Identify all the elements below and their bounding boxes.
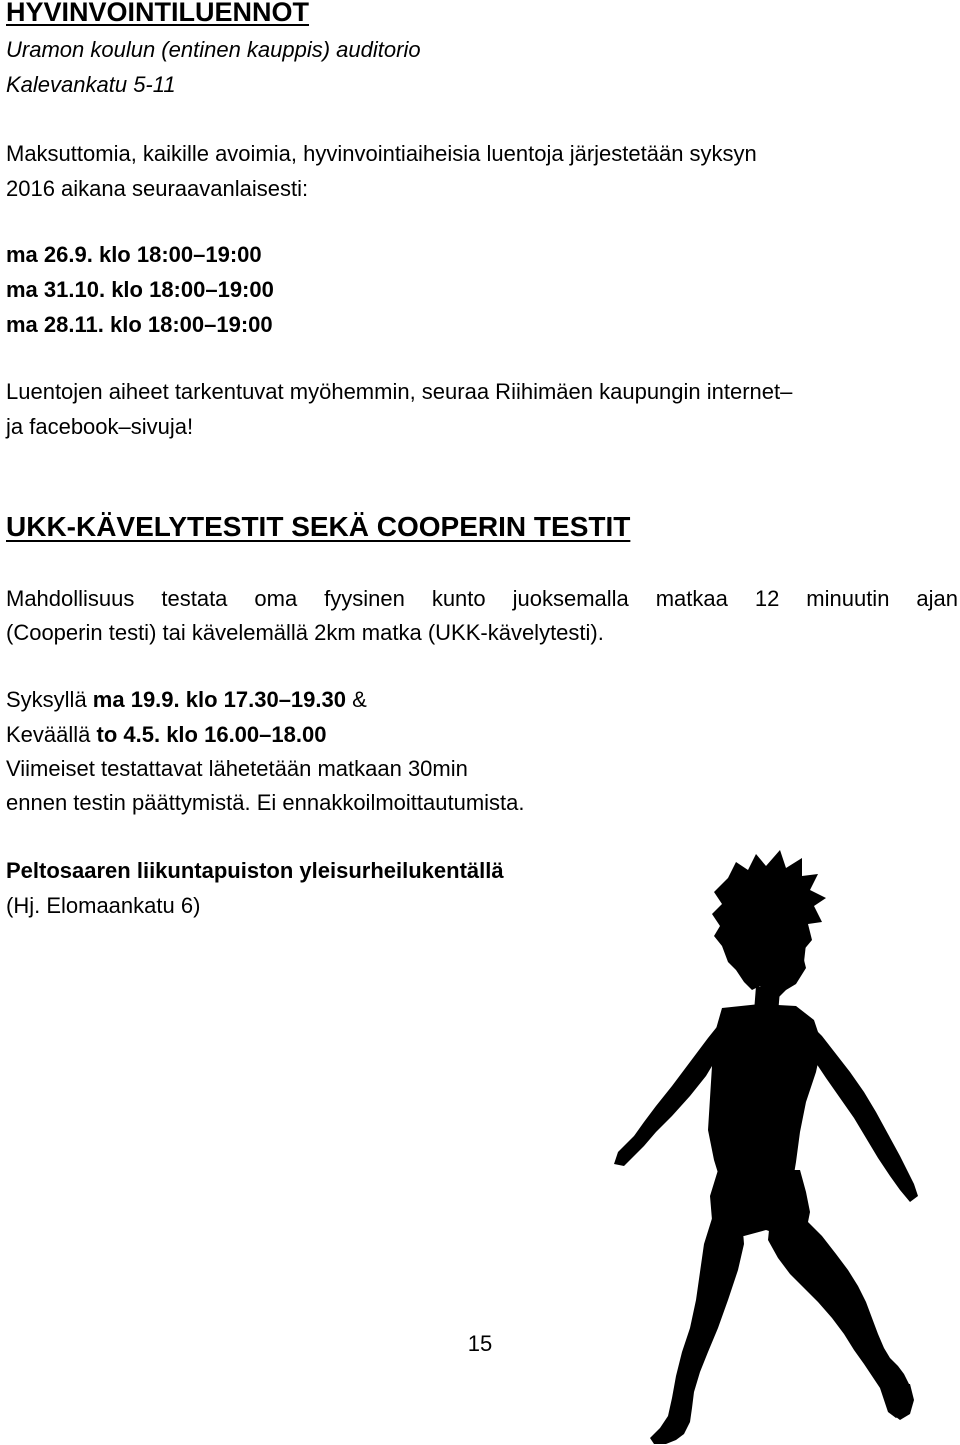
tests-last-line2: ennen testin päättymistä. Ei ennakkoilmoittautumista. [6,790,525,815]
tests-autumn [6,687,367,713]
lecture-date-1: ma 26.9. klo 18:00–19:00 [6,242,262,267]
page-number: 15 [467,1331,493,1356]
tests-desc-line2: (Cooperin testi) tai kävelemällä 2km matka (UKK-kävelytesti). [6,620,604,645]
tests-title: UKK-KÄVELYTESTIT SEKÄ COOPERIN TESTIT [6,511,631,542]
lectures-title: HYVINVOINTILUENNOT [6,0,310,27]
tests-spring-label: Keväällä [6,722,97,747]
tests-spring [6,722,326,748]
tests-desc-line1: Mahdollisuus testata oma fyysinen kunto juoksemalla matkaa 12 minuutin ajan [6,586,958,611]
lecture-date-2: ma 31.10. klo 18:00–19:00 [6,277,274,302]
tests-location: Peltosaaren liikuntapuiston yleisurheilukentällä [6,858,504,883]
lectures-address: Kalevankatu 5-11 [6,72,176,97]
tests-last-line1: Viimeiset testattavat lähetetään matkaan 30min [6,756,468,781]
lecture-date-3: ma 28.11. klo 18:00–19:00 [6,312,273,337]
tests-location-address: (Hj. Elomaankatu 6) [6,893,201,918]
lectures-note-line1: Luentojen aiheet tarkentuvat myöhemmin, seuraa Riihimäen kaupungin internet– [6,379,793,404]
lectures-venue: Uramon koulun (entinen kauppis) auditorio [6,37,421,62]
lectures-intro-line1: Maksuttomia, kaikille avoimia, hyvinvointiaiheisia luentoja järjestetään syksyn [6,141,757,166]
tests-autumn-time: ma 19.9. klo 17.30–19.30 [92,687,346,712]
lectures-note-line2: ja facebook–sivuja! [6,414,194,439]
running-boy-silhouette-icon [610,840,960,1445]
tests-autumn-suffix: & [346,687,367,712]
tests-spring-time: to 4.5. klo 16.00–18.00 [96,722,327,747]
tests-autumn-label: Syksyllä [6,687,93,712]
lectures-intro-line2: 2016 aikana seuraavanlaisesti: [6,176,309,201]
